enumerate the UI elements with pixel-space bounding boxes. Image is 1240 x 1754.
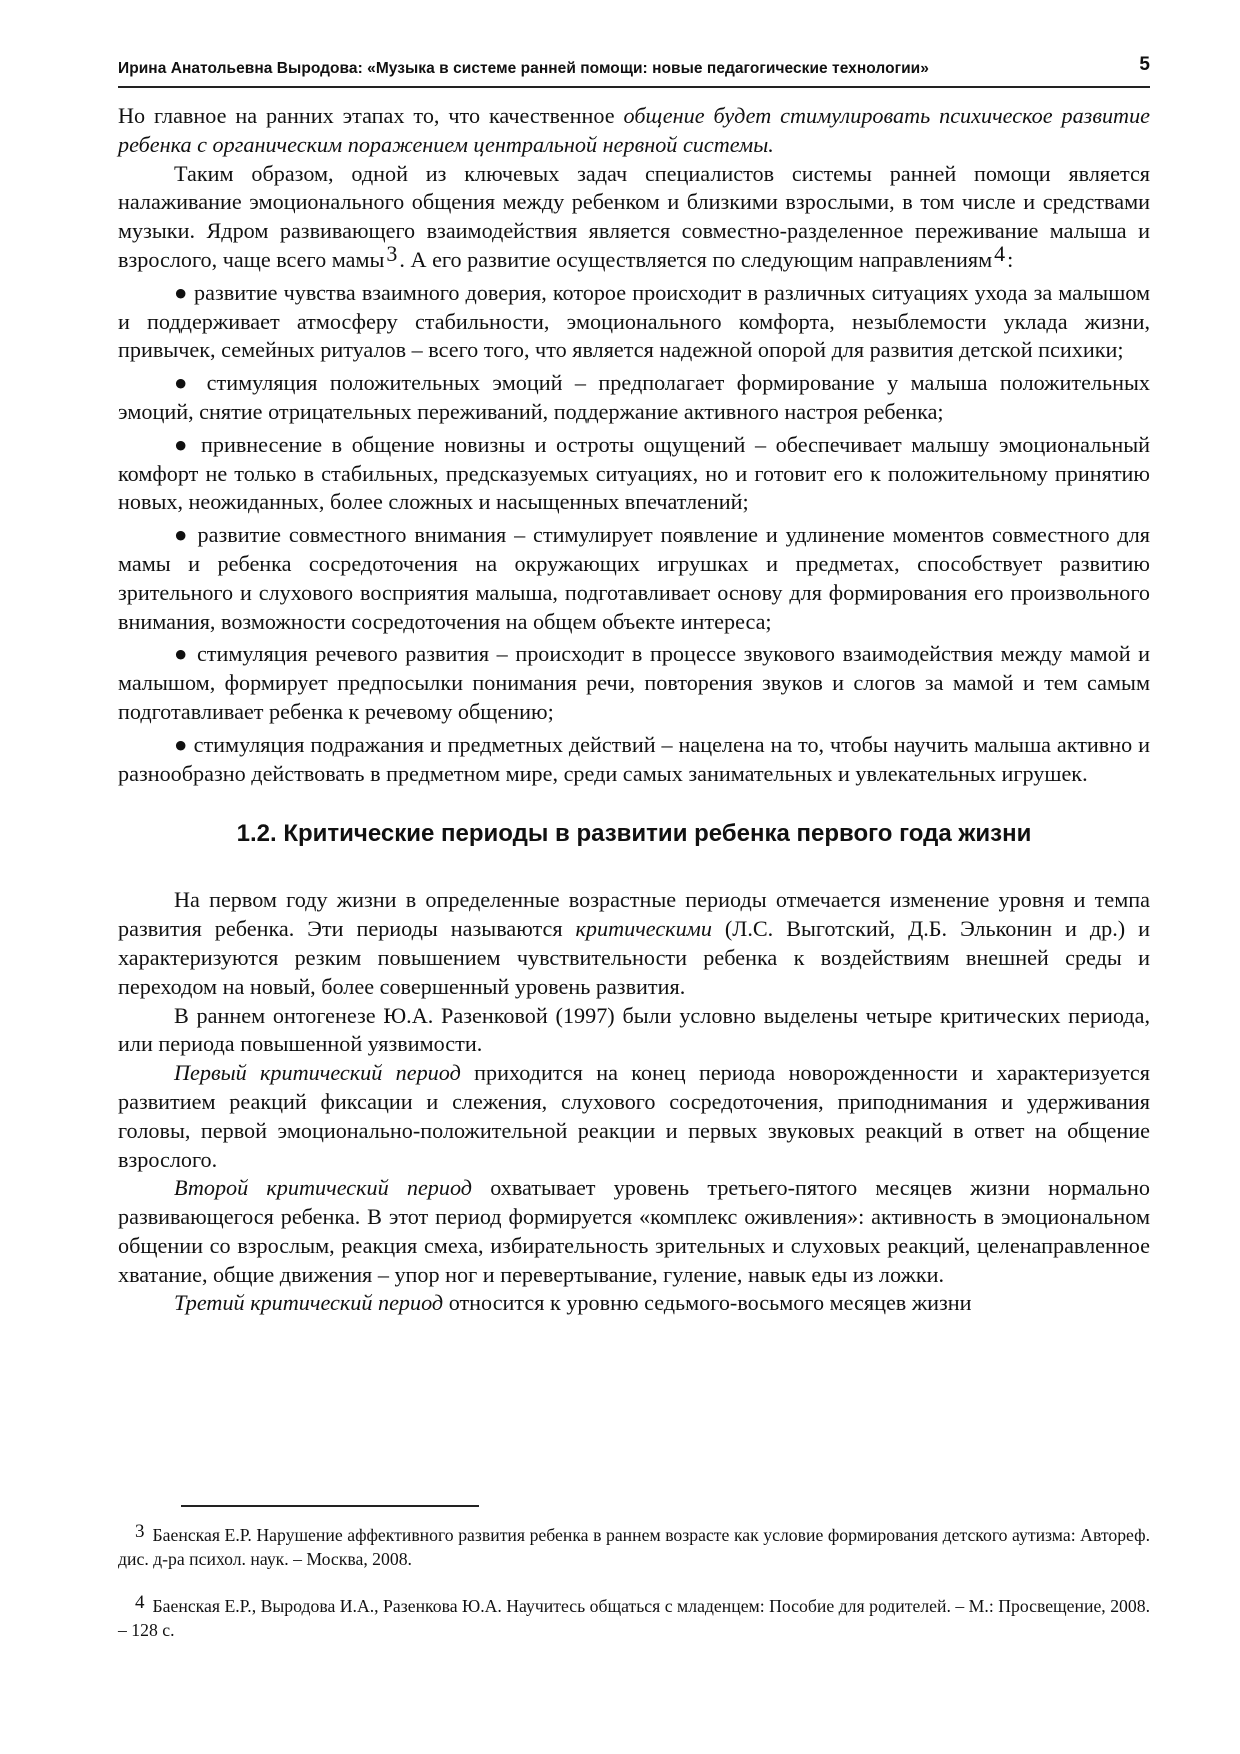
emphasis-text: Первый критический период: [174, 1060, 461, 1086]
running-header: [118, 52, 1150, 88]
paragraph-third-period: [118, 1289, 1150, 1318]
bullet-item: ● привнесение в общение новизны и остроты ощущений – обеспечивает малышу эмоциональный комфорт не только в стабильных, предсказуемых ситуациях, но и готовит его к положительному принятию новых, неожиданных, более сложных и насыщенных впечатлений;: [118, 431, 1150, 515]
paragraph-second-period: [118, 1174, 1150, 1289]
paragraph-text: приходится на конец периода новорожденности и характеризуется развитием реакций фиксации и слежения, слухового сосредоточения, приподнимания и удерживания головы, первой эмоционально-положительной реакции и первых звуковых реакций в ответ на общение взрослого.: [118, 1060, 1150, 1172]
paragraph-first-period: [118, 1059, 1150, 1174]
paragraph-text: относится к уровню седьмого-восьмого месяцев жизни: [443, 1290, 972, 1316]
emphasis-text: Третий критический период: [174, 1290, 444, 1316]
bullet-item: ● развитие чувства взаимного доверия, которое происходит в различных ситуациях ухода за малышом и поддерживает атмосферу стабильности, эмоционального комфорта, незыблемости уклада жизни, привычек, семейных ритуалов – всего того, что является надежной опорой для развития детской психики;: [118, 279, 1150, 363]
bullet-item: ● стимуляция подражания и предметных действий – нацелена на то, чтобы научить малыша активно и разнообразно действовать в предметном мире, среди самых занимательных и увлекательных игрушек.: [118, 731, 1150, 786]
emphasis-text: общение будет стимулировать психическое развитие ребенка с органическим поражением центральной нервной системы.: [118, 103, 1151, 157]
footnote-ref-4: 4: [994, 240, 1006, 266]
bullet-item: ● развитие совместного внимания – стимулирует появление и удлинение моментов совместного для мамы и ребенка сосредоточения на окружающих игрушках и предметах, способствует развитию зрительного и слухового восприятия малыша, подготавливает основу для формирования его произвольного внимания, возможности сосредоточения на общем объекте интереса;: [118, 522, 1150, 634]
paragraph-text: Но главное на ранних этапах то, что качественное: [118, 103, 624, 128]
footnote-3: [118, 1521, 1150, 1571]
paragraph-key-tasks: [118, 160, 1150, 275]
paragraph-text: . А его развитие осуществляется по следующим направлениям: [399, 246, 993, 272]
footnote-ref-3: 3: [386, 240, 398, 266]
paragraph-first-year: [118, 886, 1150, 1001]
paragraph-ontogenesis: В раннем онтогенезе Ю.А. Разенковой (1997) были условно выделены четыре критических периода, или периода повышенной уязвимости.: [118, 1002, 1150, 1057]
paragraph-text: охватывает уровень третьего-пятого месяцев жизни нормально развивающегося ребенка. В этот период формируется «комплекс оживления»: активность в эмоциональном общении со взрослым, реакция смеха, избирательность зрительных и слуховых реакций, целенаправленное хватание, общие движения – упор ног и перевертывание, гуление, навык еды из ложки.: [118, 1175, 1150, 1287]
paragraph-intro: [118, 102, 1150, 160]
footnote-mark: 4: [135, 1592, 145, 1613]
bullet-item: ● стимуляция положительных эмоций – предполагает формирование у малыша положительных эмоций, снятие отрицательных переживаний, поддержание активного настроя ребенка;: [118, 370, 1150, 424]
emphasis-text: критическими: [575, 916, 712, 942]
document-page: [118, 0, 1150, 1754]
page-number: 5: [1139, 54, 1150, 75]
bullet-item: ● стимуляция речевого развития – происходит в процессе звукового взаимодействия между мамой и малышом, формирует предпосылки понимания речи, повторения звуков и слогов за мамой и тем самым подготавливает ребенка к речевому общению;: [118, 641, 1150, 724]
footnote-4: [118, 1592, 1150, 1642]
running-title: Ирина Анатольевна Выродова: «Музыка в системе ранней помощи: новые педагогические технологии»: [118, 60, 929, 77]
footnote-divider: [181, 1505, 479, 1507]
paragraph-text: На первом году жизни в определенные возрастные периоды отмечается изменение уровня и темпа развития ребенка. Эти периоды называются: [118, 887, 1150, 942]
body-text: [118, 102, 1150, 1318]
footnote-mark: 3: [135, 1521, 145, 1542]
paragraph-text: Таким образом, одной из ключевых задач специалистов системы ранней помощи является налаживание эмоционального общения между ребенком и близкими взрослыми, в том числе и средствами музыки. Ядром развивающего взаимодействия является совместно-разделенное переживание малыша и взрослого, чаще всего мамы: [118, 160, 1150, 272]
paragraph-text: (Л.С. Выготский, Д.Б. Эльконин и др.) и характеризуются резким повышением чувствительности ребенка к воздействиям внешней среды и переходом на новый, более совершенный уровень развития.: [118, 916, 1150, 999]
footnote-text: Баенская Е.Р., Выродова И.А., Разенкова Ю.А. Научитесь общаться с младенцем: Пособие для родителей. – М.: Просвещение, 2008. – 128 с.: [118, 1596, 1150, 1640]
footnote-text: Баенская Е.Р. Нарушение аффективного развития ребенка в раннем возрасте как условие формирования детского аутизма: Автореф. дис. д-ра психол. наук. – Москва, 2008.: [118, 1525, 1150, 1569]
emphasis-text: Второй критический период: [174, 1175, 473, 1201]
paragraph-text: :: [1007, 246, 1014, 272]
section-heading: 1.2. Критические периоды в развитии ребенка первого года жизни: [236, 820, 1032, 848]
